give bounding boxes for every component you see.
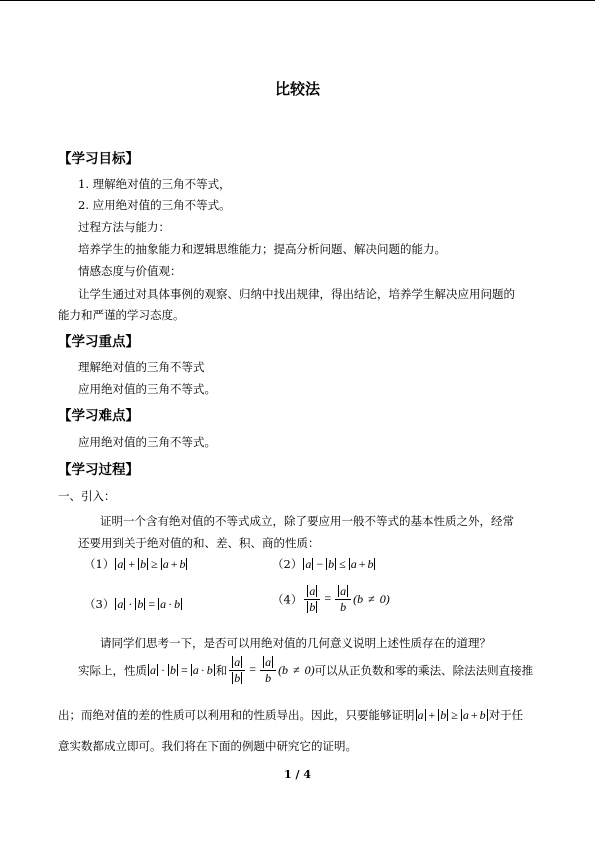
section-heading-process: 【学习过程】 (58, 462, 139, 478)
goal-item-2: 2. 应用绝对值的三角不等式。 (78, 198, 231, 212)
section-heading-difficulty: 【学习难点】 (58, 408, 139, 424)
section-heading-key-points: 【学习重点】 (58, 334, 139, 350)
formula-4: （4） $\frac{a}{b}$ = $\frac{a}{b}$ (b ≠ 0) (272, 584, 390, 614)
formula-1: （1） a + b ≥ a + b (84, 557, 186, 571)
emotion-label: 情感态度与价值观： (78, 264, 182, 278)
formula-3-label: （3） (84, 597, 115, 611)
question-text: 请同学们思考一下，是否可以用绝对值的几何意义说明上述性质存在的道理？ (100, 636, 491, 650)
formula-3: （3） a · b = a · b (84, 597, 181, 611)
key-point-1: 理解绝对值的三角不等式 (78, 360, 205, 374)
paragraph-line-1-and: 和 (215, 663, 228, 678)
paragraph-line-1-end: 可以从正负数和零的乘法、除法法则直接推 (314, 663, 534, 678)
key-point-2: 应用绝对值的三角不等式。 (78, 382, 216, 396)
intro-text-line-2: 还要用到关于绝对值的和、差、积、商的性质： (78, 536, 320, 550)
method-label: 过程方法与能力： (78, 220, 170, 234)
paragraph-line-1: 实际上，性质 a · b = a · b 和 $\frac{a}{b}$ = $\frac{a}{b}$ (b ≠ 0)可以从正负数和零的乘法、除法法则直接推 (78, 655, 534, 685)
intro-text-line-1: 证明一个含有绝对值的不等式成立，除了要应用一般不等式的基本性质之外，经常 (100, 514, 514, 528)
section-heading-goals: 【学习目标】 (58, 151, 139, 167)
paragraph-line-1-start: 实际上，性质 (78, 663, 147, 678)
emotion-text-line-2: 能力和严谨的学习态度。 (58, 308, 185, 322)
paragraph-line-3: 意实数都成立即可。我们将在下面的例题中研究它的证明。 (58, 739, 357, 753)
method-text: 培养学生的抽象能力和逻辑思维能力；提高分析问题、解决问题的能力。 (78, 242, 446, 256)
formula-2: （2） a − b ≤ a + b (272, 557, 374, 571)
formula-2-label: （2） (272, 557, 303, 571)
page-title: 比较法 (274, 80, 320, 98)
page-number: 1 / 4 (284, 768, 311, 781)
formula-4-label: （4） (272, 592, 303, 607)
paragraph-line-2-end: 对于任 (488, 708, 524, 722)
paragraph-line-2: 出；而绝对值的差的性质可以利用和的性质导出。因此，只要能够证明 a + b ≥ a + b 对于任 (58, 708, 524, 722)
intro-label: 一、引入： (58, 489, 116, 503)
formula-1-label: （1） (84, 557, 115, 571)
goal-item-1: 1. 理解绝对值的三角不等式， (78, 177, 231, 191)
difficulty-point-1: 应用绝对值的三角不等式。 (78, 435, 216, 449)
page-top-border (0, 0, 595, 1)
emotion-text-line-1: 让学生通过对具体事例的观察、归纳中找出规律，得出结论，培养学生解决应用问题的 (78, 287, 515, 301)
paragraph-line-2-start: 出；而绝对值的差的性质可以利用和的性质导出。因此，只要能够证明 (58, 708, 415, 722)
